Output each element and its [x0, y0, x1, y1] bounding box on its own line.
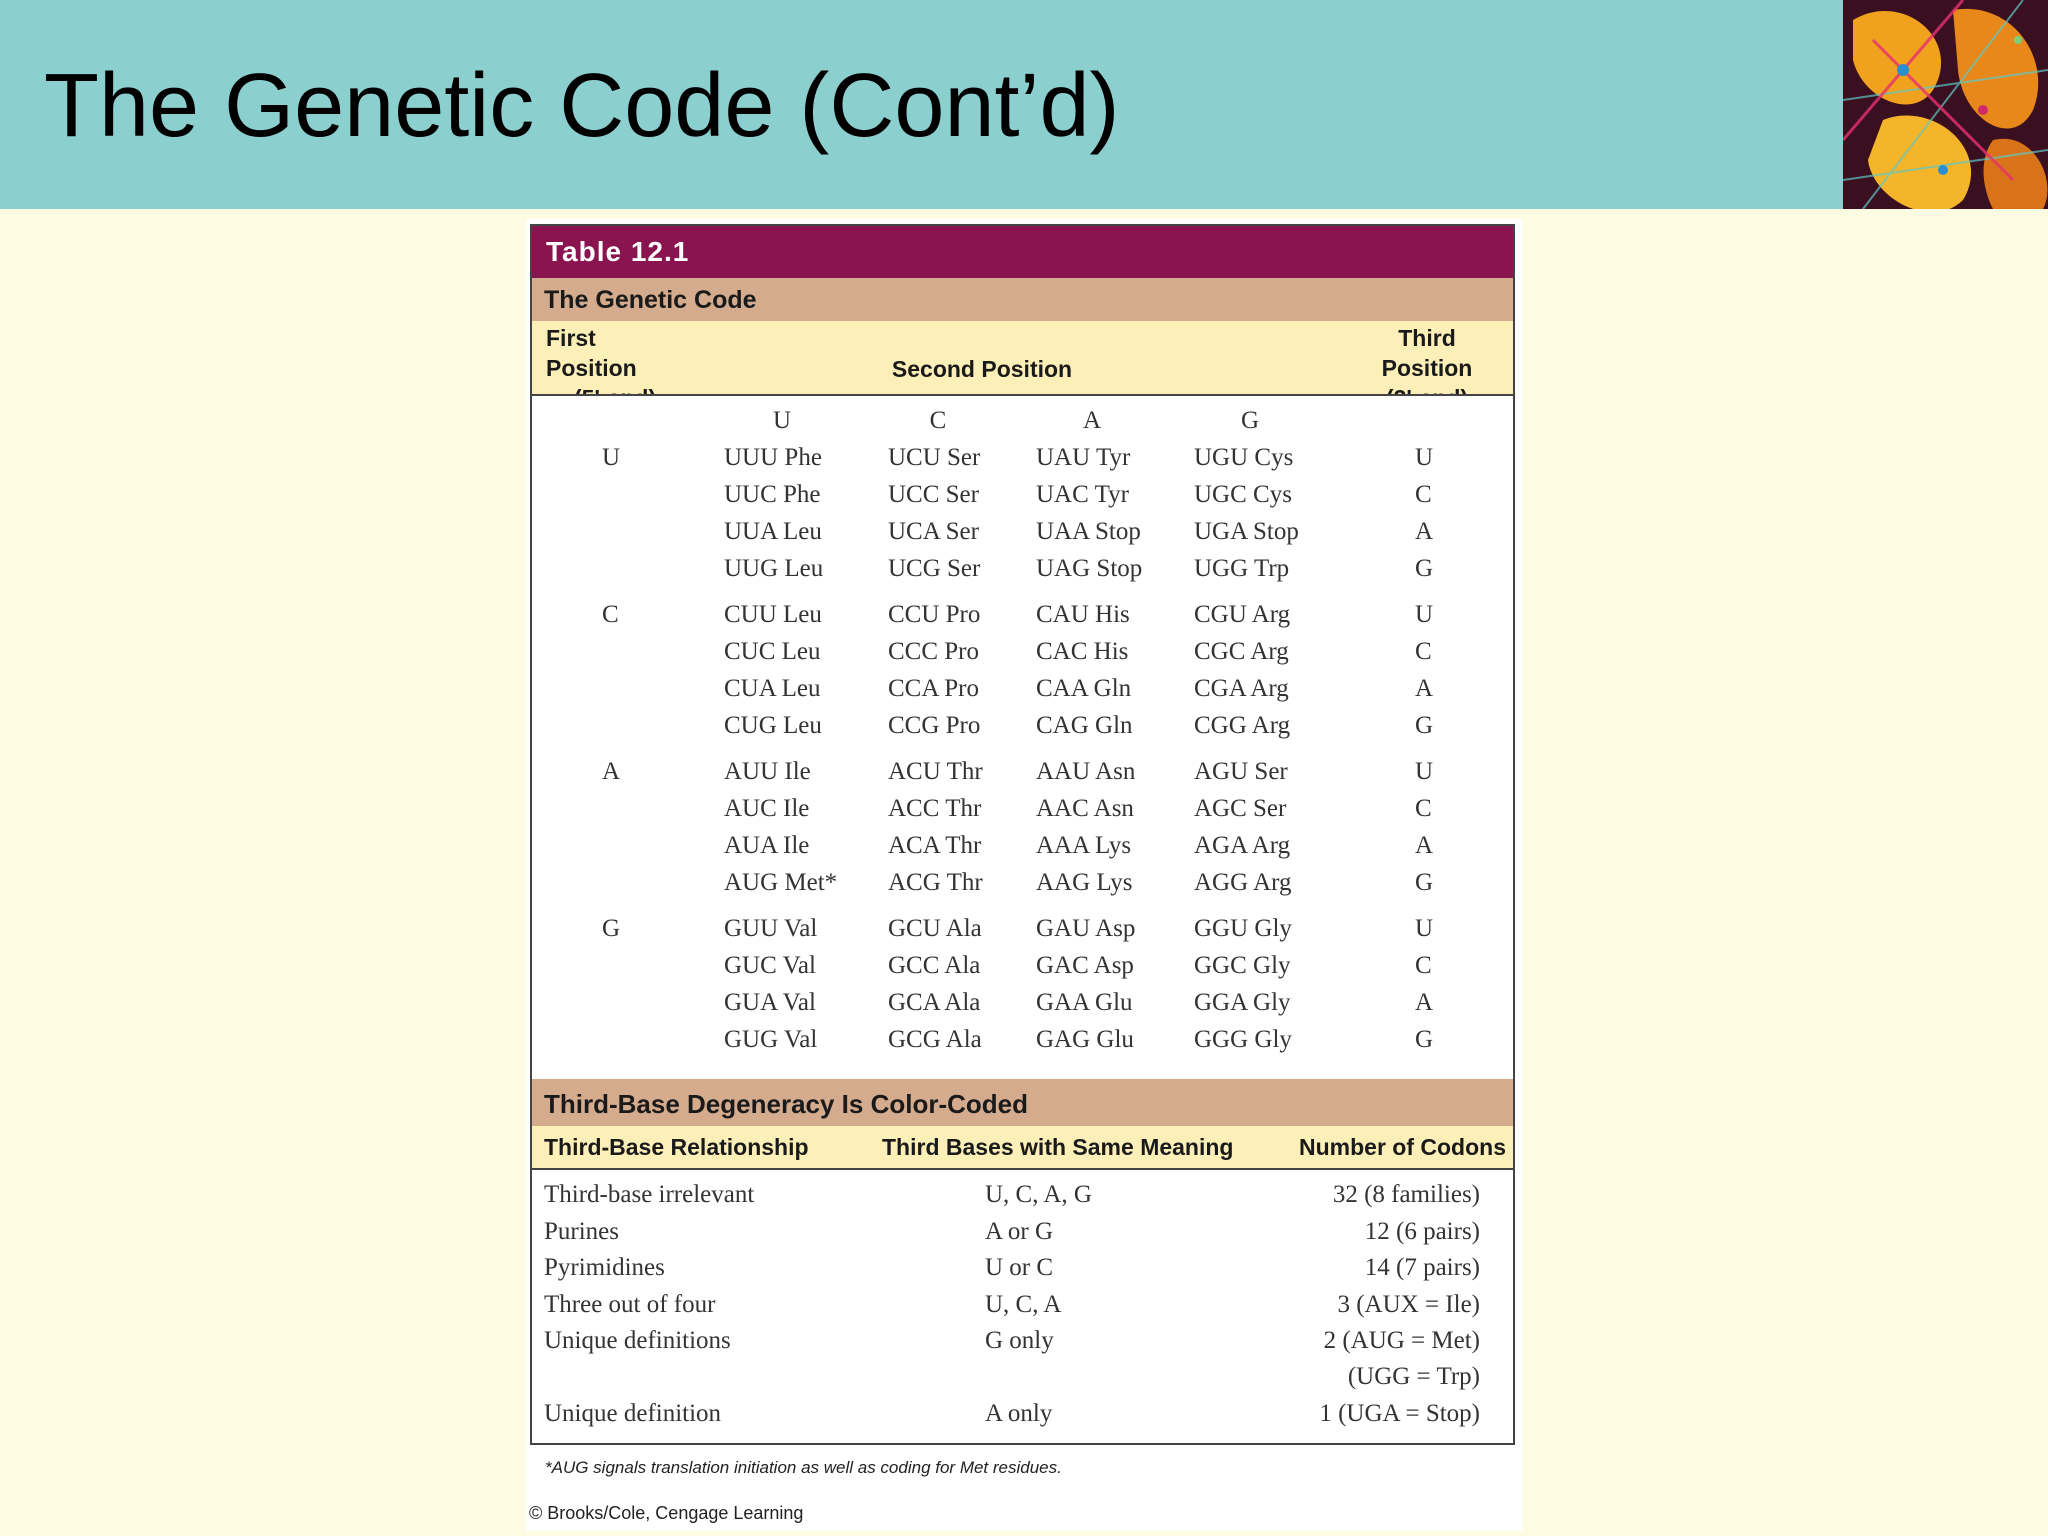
degeneracy-count: (UGG = Trp) [1347, 1363, 1480, 1390]
codon-cell: UGC Cys [1194, 481, 1292, 508]
codon-cell: CGU Arg [1194, 601, 1291, 628]
codon-cell: UCC Ser [888, 481, 979, 508]
codon-cell: UAA Stop [1036, 518, 1141, 545]
codon-cell: ACG Thr [888, 869, 983, 896]
codon-cell: UCU Ser [888, 444, 981, 471]
slide-title: The Genetic Code (Cont’d) [44, 56, 1120, 156]
first-base-label: A [602, 758, 621, 785]
degeneracy-count: 12 (6 pairs) [1364, 1218, 1480, 1245]
degeneracy-relationship: Pyrimidines [544, 1254, 665, 1281]
third-base-label: G [1415, 555, 1434, 582]
second-base-header: U [772, 407, 792, 434]
third-base-label: G [1415, 1026, 1434, 1053]
codon-cell: GCU Ala [888, 915, 982, 942]
copyright-credit: © Brooks/Cole, Cengage Learning [529, 1503, 804, 1523]
codon-cell: UAG Stop [1036, 555, 1143, 582]
third-base-label: U [1415, 915, 1434, 942]
codon-cell: GAG Glu [1036, 1026, 1134, 1053]
codon-cell: CAC His [1036, 638, 1129, 665]
third-base-label: C [1415, 952, 1432, 979]
third-base-label: G [1415, 869, 1434, 896]
codon-cell: UUU Phe [724, 444, 822, 471]
codon-grid [532, 396, 1513, 1079]
degeneracy-title: Third-Base Degeneracy Is Color-Coded [532, 1079, 1513, 1126]
degeneracy-bases: U or C [985, 1254, 1054, 1281]
codon-cell: GAC Asp [1036, 952, 1134, 979]
codon-cell: CAU His [1036, 601, 1130, 628]
codon-cell: GGG Gly [1194, 1026, 1292, 1053]
codon-cell: GGA Gly [1194, 989, 1291, 1016]
codon-cell: ACU Thr [888, 758, 983, 785]
codon-cell: AAA Lys [1036, 832, 1132, 859]
third-base-label: C [1415, 795, 1432, 822]
codon-cell: CGG Arg [1194, 712, 1291, 739]
codon-cell: CUU Leu [724, 601, 822, 628]
codon-cell: AUU Ile [724, 758, 811, 785]
codon-cell: CGA Arg [1194, 675, 1289, 702]
degeneracy-bases: A only [985, 1400, 1053, 1427]
codon-cell: UGU Cys [1194, 444, 1294, 471]
degeneracy-count: 2 (AUG = Met) [1323, 1327, 1480, 1354]
degeneracy-header-count: Number of Codons [1299, 1134, 1506, 1160]
codon-cell: AUA Ile [724, 832, 810, 859]
codon-cell: CUC Leu [724, 638, 821, 665]
codon-cell: AGG Arg [1194, 869, 1292, 896]
codon-cell: AGC Ser [1194, 795, 1287, 822]
codon-cell: GCC Ala [888, 952, 981, 979]
table-label: Table 12.1 [532, 226, 1513, 278]
codon-cell: GAA Glu [1036, 989, 1133, 1016]
codon-cell: CAG Gln [1036, 712, 1133, 739]
first-base-label: G [602, 915, 621, 942]
third-base-label: G [1415, 712, 1434, 739]
second-base-header: C [929, 407, 947, 434]
degeneracy-bases: U, C, A, G [985, 1181, 1092, 1208]
first-base-label: U [602, 444, 621, 471]
corner-molecule-image [1843, 0, 2048, 209]
codon-cell: AAC Asn [1036, 795, 1134, 822]
degeneracy-relationship: Unique definition [544, 1400, 722, 1427]
codon-cell: GAU Asp [1036, 915, 1136, 942]
genetic-code-table [530, 224, 1515, 1445]
codon-cell: AAG Lys [1036, 869, 1133, 896]
degeneracy-bases: A or G [985, 1218, 1054, 1245]
third-base-label: C [1415, 481, 1432, 508]
third-base-label: U [1415, 444, 1434, 471]
degeneracy-header-relationship: Third-Base Relationship [544, 1134, 809, 1160]
degeneracy-bases: G only [985, 1327, 1054, 1354]
codon-cell: CGC Arg [1194, 638, 1289, 665]
codon-cell: UUG Leu [724, 555, 824, 582]
codon-cell: UUA Leu [724, 518, 822, 545]
codon-cell: GUC Val [724, 952, 816, 979]
degeneracy-header-bases: Third Bases with Same Meaning [882, 1134, 1234, 1160]
second-base-header: A [1082, 407, 1102, 434]
degeneracy-relationship: Purines [544, 1218, 619, 1245]
degeneracy-header [532, 1126, 1513, 1170]
codon-cell: UCA Ser [888, 518, 979, 545]
codon-cell: CCU Pro [888, 601, 981, 628]
codon-cell: GUA Val [724, 989, 816, 1016]
codon-cell: AAU Asn [1036, 758, 1136, 785]
codon-cell: GGU Gly [1194, 915, 1292, 942]
degeneracy-bases: U, C, A [985, 1291, 1062, 1318]
codon-cell: CCC Pro [888, 638, 980, 665]
degeneracy-relationship: Three out of four [544, 1291, 716, 1318]
codon-cell: CUG Leu [724, 712, 822, 739]
codon-cell: CUA Leu [724, 675, 821, 702]
second-position-header: Second Position [891, 356, 1073, 382]
degeneracy-count: 32 (8 families) [1332, 1181, 1480, 1208]
codon-cell: GUU Val [724, 915, 818, 942]
degeneracy-count: 3 (AUX = Ile) [1337, 1291, 1480, 1318]
codon-cell: UAC Tyr [1036, 481, 1129, 508]
codon-cell: GCG Ala [888, 1026, 982, 1053]
third-base-label: C [1415, 638, 1432, 665]
degeneracy-count: 1 (UGA = Stop) [1319, 1400, 1480, 1427]
third-base-label: U [1415, 601, 1434, 628]
table-footnote: *AUG signals translation initiation as well as coding for Met residues. [545, 1458, 1062, 1477]
first-position-header: First Position [546, 325, 637, 381]
second-base-header: G [1240, 407, 1260, 434]
third-position-header: Third Position [1381, 325, 1473, 381]
third-base-label: U [1415, 758, 1434, 785]
third-base-label: A [1415, 832, 1434, 859]
codon-cell: AGU Ser [1194, 758, 1288, 785]
degeneracy-relationship: Third-base irrelevant [544, 1181, 755, 1208]
codon-cell: UGG Trp [1194, 555, 1290, 582]
codon-cell: GCA Ala [888, 989, 981, 1016]
codon-cell: AGA Arg [1194, 832, 1291, 859]
codon-cell: CAA Gln [1036, 675, 1132, 702]
table-name: The Genetic Code [532, 278, 1513, 321]
third-base-label: A [1415, 518, 1434, 545]
codon-cell: UUC Phe [724, 481, 821, 508]
codon-cell: UGA Stop [1194, 518, 1299, 545]
degeneracy-relationship: Unique definitions [544, 1327, 731, 1354]
first-base-label: C [602, 601, 619, 628]
codon-cell: ACA Thr [888, 832, 982, 859]
codon-cell: CCA Pro [888, 675, 980, 702]
codon-cell: GUG Val [724, 1026, 818, 1053]
codon-cell: AUC Ile [724, 795, 810, 822]
codon-cell: AUG Met* [724, 869, 838, 896]
codon-cell: UCG Ser [888, 555, 981, 582]
third-base-label: A [1415, 675, 1434, 702]
codon-cell: UAU Tyr [1036, 444, 1131, 471]
codon-cell: ACC Thr [888, 795, 982, 822]
codon-cell: GGC Gly [1194, 952, 1291, 979]
degeneracy-count: 14 (7 pairs) [1364, 1254, 1480, 1281]
third-base-label: A [1415, 989, 1434, 1016]
codon-cell: CCG Pro [888, 712, 981, 739]
